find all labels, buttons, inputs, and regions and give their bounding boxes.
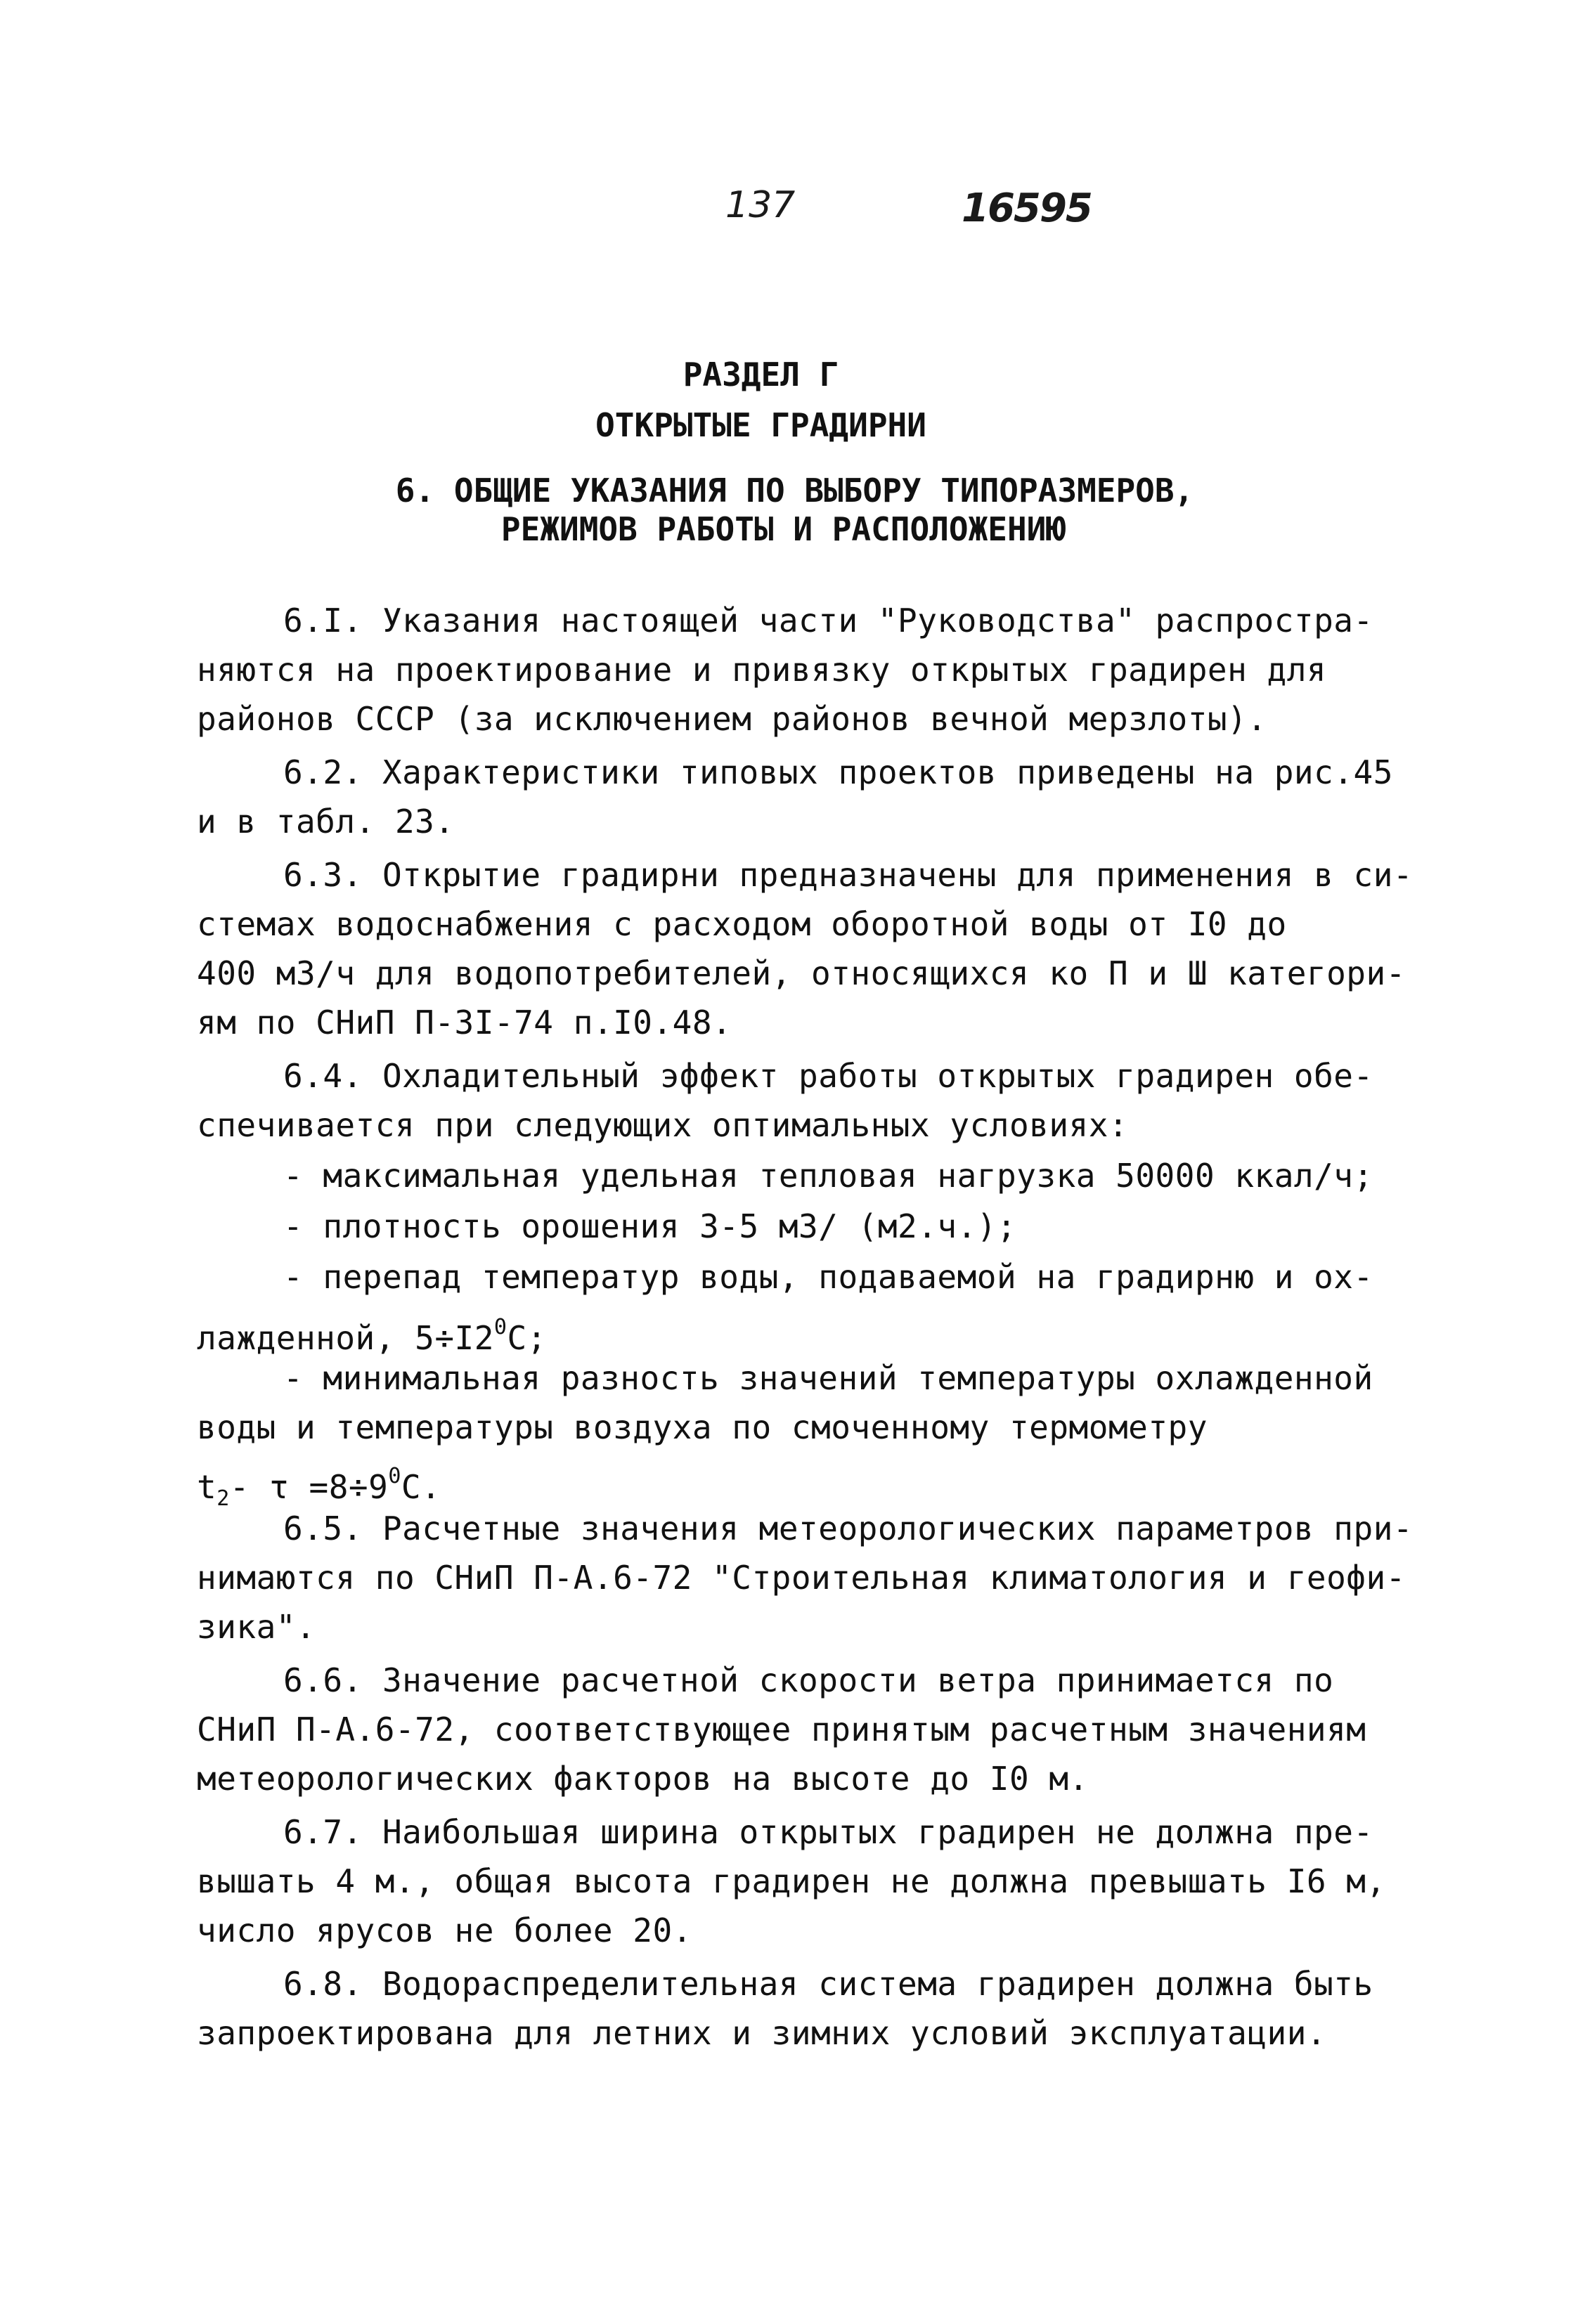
paragraph-6-3-line-1: 6.3. Открытие градирни предназначены для применения в си- — [283, 856, 1414, 894]
paragraph-6-6-line-3: метеорологических факторов на высоте до I0 м. — [197, 1760, 1089, 1798]
document-number: 16595 — [962, 186, 1092, 231]
paragraph-6-1-line-1: 6.I. Указания настоящей части "Руководства" распростра- — [283, 602, 1373, 640]
paragraph-6-7-line-1: 6.7. Наибольшая ширина открытых градирен не должна пре- — [283, 1813, 1373, 1851]
paragraph-6-2-line-1: 6.2. Характеристики типовых проектов приведены на рис.45 — [283, 753, 1393, 791]
condition-heat-load: - максимальная удельная тепловая нагрузка 50000 ккал/ч; — [283, 1157, 1373, 1195]
paragraph-6-3-line-3: 400 м3/ч для водопотребителей, относящихся ко П и Ш категори- — [197, 954, 1406, 992]
condition-irrigation-density: - плотность орошения 3-5 м3/ (м2.ч.); — [283, 1207, 1017, 1245]
paragraph-6-3-line-4: ям по СНиП П-3I-74 п.I0.48. — [197, 1004, 732, 1041]
chapter-title-line-1: 6. ОБЩИЕ УКАЗАНИЯ ПО ВЫБОРУ ТИПОРАЗМЕРОВ, — [395, 472, 1194, 509]
paragraph-6-5-line-2: нимаются по СНиП П-А.6-72 "Строительная климатология и геофи- — [197, 1559, 1406, 1597]
chapter-title-line-2: РЕЖИМОВ РАБОТЫ И РАСПОЛОЖЕНИЮ — [500, 510, 1066, 548]
condition-temperature-drop-line-2: лажденной, $5\div I2^0С$; — [197, 1315, 547, 1357]
formula-line: $t_2-$ $\tau =8\div 9^0С$. — [197, 1464, 441, 1511]
condition-min-difference-line-2: воды и температуры воздуха по смоченному термометру — [197, 1408, 1208, 1446]
paragraph-6-4-line-1: 6.4. Охладительный эффект работы открытых градирен обе- — [283, 1057, 1373, 1095]
paragraph-6-5-line-3: зика". — [197, 1608, 316, 1646]
paragraph-6-5-line-1: 6.5. Расчетные значения метеорологических параметров при- — [283, 1510, 1414, 1547]
paragraph-6-6-line-1: 6.6. Значение расчетной скорости ветра принимается по — [283, 1661, 1334, 1699]
paragraph-6-1-line-3: районов СССР (за исключением районов вечной мерзлоты). — [197, 700, 1267, 738]
paragraph-6-7-line-2: вышать 4 м., общая высота градирен не должна превышать I6 м, — [197, 1862, 1386, 1900]
condition-min-difference-line-1: - минимальная разность значений температуры охлажденной — [283, 1359, 1373, 1397]
section-title: РАЗДЕЛ Г — [683, 356, 839, 394]
paragraph-6-8-line-1: 6.8. Водораспределительная система градирен должна быть — [283, 1965, 1373, 2003]
paragraph-6-4-line-2: спечивается при следующих оптимальных условиях: — [197, 1106, 1129, 1144]
paragraph-6-6-line-2: СНиП П-А.6-72, соответствующее принятым расчетным значениям — [197, 1710, 1366, 1748]
section-subtitle: ОТКРЫТЫЕ ГРАДИРНИ — [595, 406, 926, 444]
condition-temperature-drop-line-1: - перепад температур воды, подаваемой на градирню и ох- — [283, 1258, 1373, 1296]
paragraph-6-2-line-2: и в табл. 23. — [197, 803, 455, 840]
paragraph-6-1-line-2: няются на проектирование и привязку открытых градирен для — [197, 651, 1327, 689]
paragraph-6-8-line-2: запроектирована для летних и зимних условий эксплуатации. — [197, 2014, 1327, 2052]
paragraph-6-7-line-3: число ярусов не более 20. — [197, 1911, 692, 1949]
paragraph-6-3-line-2: стемах водоснабжения с расходом оборотной воды от I0 до — [197, 905, 1287, 943]
page-number: 137 — [725, 184, 796, 226]
